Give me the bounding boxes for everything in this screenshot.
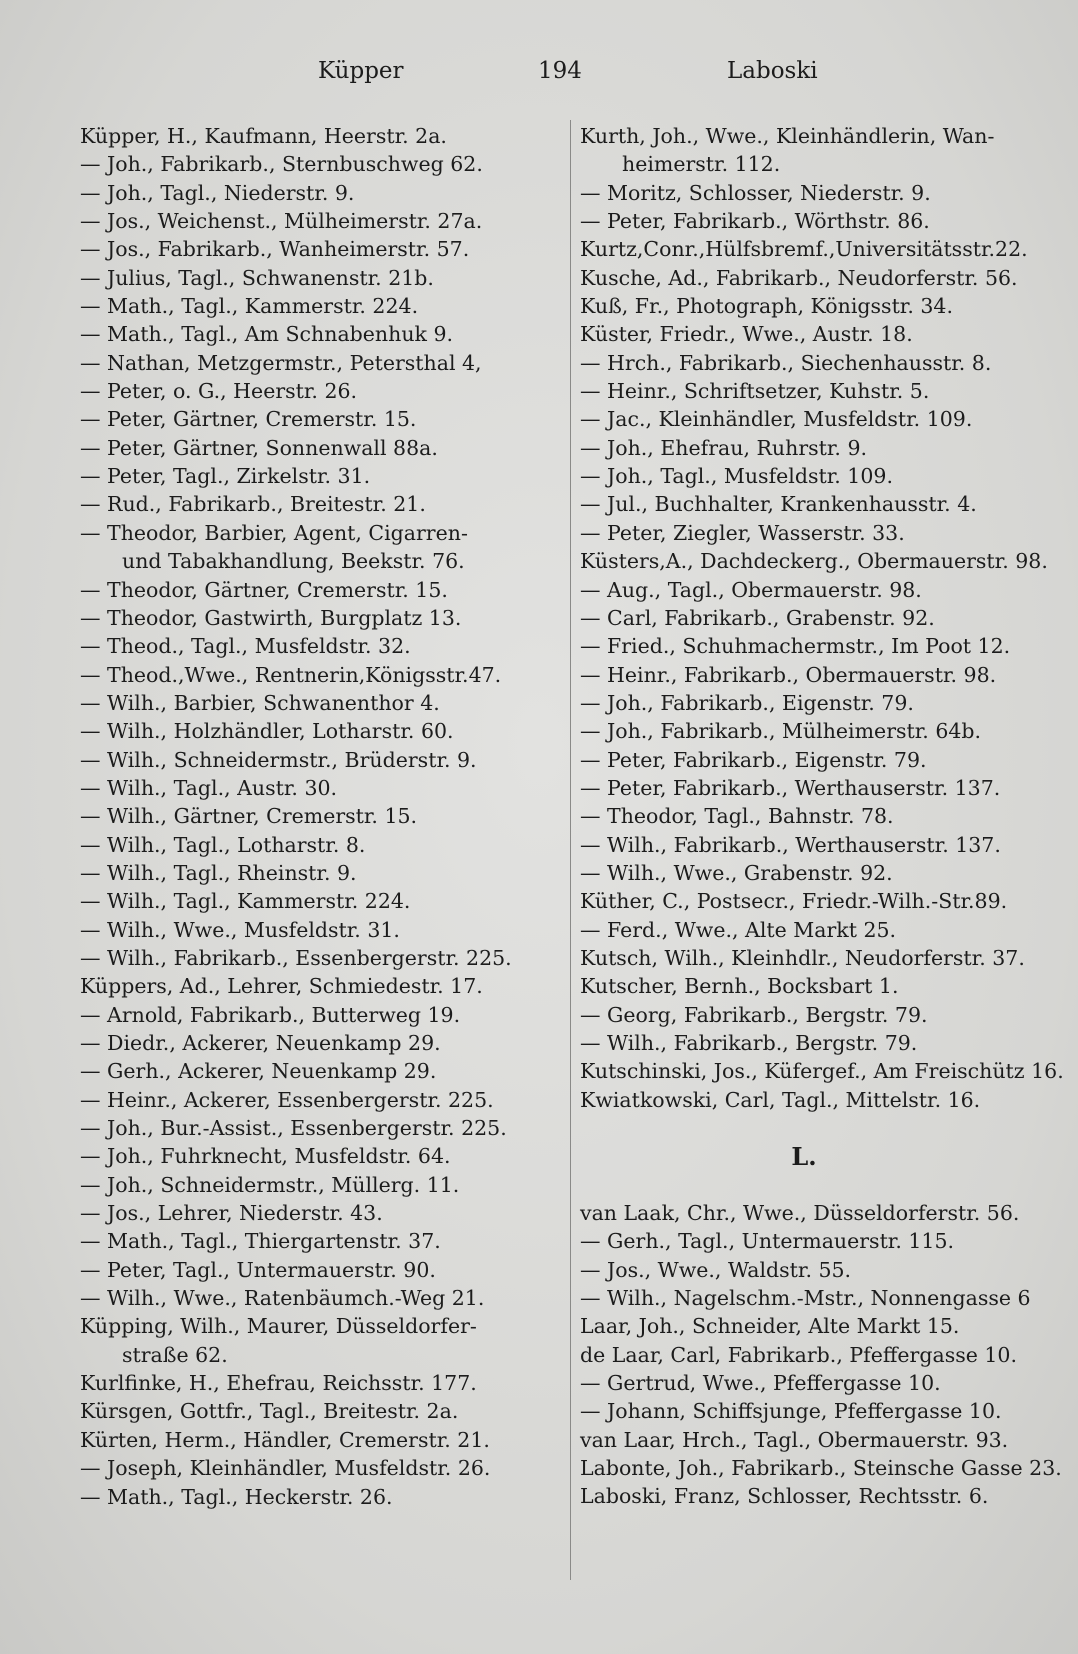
- directory-entry: Kusche, Ad., Fabrikarb., Neudorferstr. 56.: [580, 265, 1018, 290]
- directory-entry: Kurlfinke, H., Ehefrau, Reichsstr. 177.: [80, 1371, 477, 1396]
- directory-entry: — Math., Tagl., Thiergartenstr. 37.: [80, 1229, 441, 1254]
- directory-entry: Laboski, Franz, Schlosser, Rechtsstr. 6.: [580, 1484, 989, 1509]
- directory-entry: — Jos., Wwe., Waldstr. 55.: [580, 1257, 852, 1282]
- directory-entry: — Wilh., Fabrikarb., Werthauserstr. 137.: [580, 832, 1001, 857]
- directory-entry: — Heinr., Schriftsetzer, Kuhstr. 5.: [580, 379, 930, 404]
- directory-entry: — Peter, Fabrikarb., Werthauserstr. 137.: [580, 775, 1001, 800]
- directory-entry: — Ferd., Wwe., Alte Markt 25.: [580, 917, 897, 942]
- section-letter: L.: [791, 1142, 817, 1172]
- directory-entry: — Julius, Tagl., Schwanenstr. 21b.: [80, 265, 434, 290]
- directory-entry: — Jos., Lehrer, Niederstr. 43.: [80, 1201, 383, 1226]
- directory-entry: — Wilh., Wwe., Grabenstr. 92.: [580, 860, 893, 885]
- directory-entry: Küpping, Wilh., Maurer, Düsseldorfer-: [80, 1314, 477, 1339]
- directory-entry: Kutschinski, Jos., Küfergef., Am Freischütz 16.: [580, 1059, 1064, 1084]
- directory-entry: — Joh., Bur.-Assist., Essenbergerstr. 225.: [80, 1116, 507, 1141]
- directory-entry: — Peter, o. G., Heerstr. 26.: [80, 379, 358, 404]
- directory-entry: de Laar, Carl, Fabrikarb., Pfeffergasse 10.: [580, 1342, 1017, 1367]
- directory-entry: Küster, Friedr., Wwe., Austr. 18.: [580, 322, 913, 347]
- directory-entry: Küpper, H., Kaufmann, Heerstr. 2a.: [80, 124, 447, 148]
- directory-entry: van Laar, Hrch., Tagl., Obermauerstr. 93.: [580, 1427, 1009, 1452]
- directory-entry: — Wilh., Wwe., Musfeldstr. 31.: [80, 917, 400, 942]
- directory-entry: — Johann, Schiffsjunge, Pfeffergasse 10.: [580, 1399, 1002, 1424]
- directory-entry: straße 62.: [122, 1342, 228, 1367]
- directory-entry: — Wilh., Tagl., Lotharstr. 8.: [80, 832, 366, 857]
- directory-entry: — Arnold, Fabrikarb., Butterweg 19.: [80, 1002, 461, 1027]
- column-divider: [570, 120, 571, 1580]
- directory-entry: Kürten, Herm., Händler, Cremerstr. 21.: [80, 1427, 490, 1452]
- directory-entry: — Wilh., Fabrikarb., Bergstr. 79.: [580, 1031, 918, 1055]
- directory-entry: — Jac., Kleinhändler, Musfeldstr. 109.: [580, 407, 973, 432]
- directory-entry: — Hrch., Fabrikarb., Siechenhausstr. 8.: [580, 350, 992, 375]
- right-column-l-entries: [580, 1199, 1062, 1511]
- directory-entry: — Wilh., Schneidermstr., Brüderstr. 9.: [80, 747, 477, 772]
- directory-entry: — Gerh., Tagl., Untermauerstr. 115.: [580, 1229, 955, 1254]
- directory-entry: — Wilh., Holzhändler, Lotharstr. 60.: [80, 719, 454, 744]
- directory-entry: Kwiatkowski, Carl, Tagl., Mittelstr. 16.: [580, 1087, 981, 1112]
- directory-entry: — Wilh., Tagl., Kammerstr. 224.: [80, 889, 411, 914]
- directory-entry: van Laak, Chr., Wwe., Düsseldorferstr. 56.: [580, 1201, 1020, 1226]
- directory-entry: — Joh., Fuhrknecht, Musfeldstr. 64.: [80, 1144, 451, 1169]
- directory-entry: — Jos., Fabrikarb., Wanheimerstr. 57.: [80, 237, 470, 262]
- directory-entry: — Wilh., Fabrikarb., Essenbergerstr. 225.: [80, 945, 512, 970]
- directory-entry: — Theod.,Wwe., Rentnerin,Königsstr.47.: [80, 662, 502, 687]
- directory-entry: — Joh., Fabrikarb., Eigenstr. 79.: [580, 690, 914, 715]
- directory-entry: Küppers, Ad., Lehrer, Schmiedestr. 17.: [80, 974, 483, 999]
- directory-entry: — Georg, Fabrikarb., Bergstr. 79.: [580, 1002, 928, 1027]
- directory-entry: — Diedr., Ackerer, Neuenkamp 29.: [80, 1031, 441, 1055]
- directory-entry: Kutscher, Bernh., Bocksbart 1.: [580, 974, 899, 999]
- directory-entry: — Theodor, Gärtner, Cremerstr. 15.: [80, 577, 448, 602]
- directory-entry: Kurtz,Conr.,Hülfsbremf.,Universitätsstr.22.: [580, 237, 1028, 262]
- directory-entry: — Peter, Fabrikarb., Eigenstr. 79.: [580, 747, 927, 772]
- directory-entry: — Peter, Tagl., Zirkelstr. 31.: [80, 464, 371, 489]
- page-number: 194: [538, 58, 582, 84]
- directory-entry: — Rud., Fabrikarb., Breitestr. 21.: [80, 492, 426, 517]
- directory-entry: — Wilh., Tagl., Austr. 30.: [80, 775, 338, 800]
- directory-entry: — Jul., Buchhalter, Krankenhausstr. 4.: [580, 492, 977, 517]
- directory-entry: — Peter, Fabrikarb., Wörthstr. 86.: [580, 209, 930, 234]
- directory-entry: — Moritz, Schlosser, Niederstr. 9.: [580, 180, 931, 205]
- directory-entry: — Carl, Fabrikarb., Grabenstr. 92.: [580, 605, 935, 630]
- directory-entry: — Nathan, Metzgermstr., Petersthal 4,: [80, 350, 482, 375]
- directory-entry: — Peter, Tagl., Untermauerstr. 90.: [80, 1257, 436, 1282]
- directory-entry: heimerstr. 112.: [622, 152, 781, 177]
- directory-entry: — Peter, Ziegler, Wasserstr. 33.: [580, 520, 905, 545]
- directory-entry: — Joh., Tagl., Musfeldstr. 109.: [580, 464, 893, 489]
- left-column: [80, 122, 558, 1511]
- directory-entry: — Joh., Fabrikarb., Mülheimerstr. 64b.: [580, 719, 982, 744]
- page-header: [0, 58, 1078, 98]
- right-column-k-entries: [580, 122, 1064, 1114]
- directory-entry: — Gerh., Ackerer, Neuenkamp 29.: [80, 1059, 437, 1084]
- directory-entry: Kürsgen, Gottfr., Tagl., Breitestr. 2a.: [80, 1399, 459, 1424]
- directory-entry: — Wilh., Tagl., Rheinstr. 9.: [80, 860, 357, 885]
- directory-entry: — Joh., Ehefrau, Ruhrstr. 9.: [580, 435, 868, 460]
- directory-entry: Labonte, Joh., Fabrikarb., Steinsche Gasse 23.: [580, 1456, 1062, 1481]
- directory-entry: — Joh., Fabrikarb., Sternbuschweg 62.: [80, 152, 483, 177]
- directory-entry: — Theod., Tagl., Musfeldstr. 32.: [80, 634, 411, 659]
- header-last-entry: Laboski: [727, 58, 818, 84]
- directory-entry: Laar, Joh., Schneider, Alte Markt 15.: [580, 1314, 960, 1339]
- directory-entry: — Joh., Schneidermstr., Müllerg. 11.: [80, 1172, 460, 1197]
- directory-entry: Kutsch, Wilh., Kleinhdlr., Neudorferstr. 37.: [580, 945, 1025, 970]
- directory-entry: — Peter, Gärtner, Cremerstr. 15.: [80, 407, 417, 432]
- directory-entry: — Joseph, Kleinhändler, Musfeldstr. 26.: [80, 1456, 491, 1481]
- directory-entry: — Math., Tagl., Kammerstr. 224.: [80, 294, 419, 319]
- directory-entry: — Math., Tagl., Am Schnabenhuk 9.: [80, 322, 454, 347]
- directory-entry: Küsters,A., Dachdeckerg., Obermauerstr. 98.: [580, 549, 1048, 574]
- directory-entry: — Math., Tagl., Heckerstr. 26.: [80, 1484, 393, 1509]
- right-column: [580, 122, 1064, 1511]
- header-first-entry: Küpper: [318, 58, 404, 84]
- directory-entry: — Fried., Schuhmachermstr., Im Poot 12.: [580, 634, 1011, 659]
- directory-entry: Kurth, Joh., Wwe., Kleinhändlerin, Wan-: [580, 124, 995, 148]
- directory-entry: Kuß, Fr., Photograph, Königsstr. 34.: [580, 294, 953, 319]
- directory-entry: — Peter, Gärtner, Sonnenwall 88a.: [80, 435, 438, 460]
- directory-entry: — Theodor, Gastwirth, Burgplatz 13.: [80, 605, 462, 630]
- directory-entry: — Gertrud, Wwe., Pfeffergasse 10.: [580, 1371, 941, 1396]
- directory-entry: — Heinr., Ackerer, Essenbergerstr. 225.: [80, 1087, 494, 1112]
- directory-entry: — Jos., Weichenst., Mülheimerstr. 27a.: [80, 209, 483, 234]
- directory-entry: — Wilh., Barbier, Schwanenthor 4.: [80, 690, 440, 715]
- directory-entry: und Tabakhandlung, Beekstr. 76.: [122, 549, 465, 574]
- directory-entry: — Joh., Tagl., Niederstr. 9.: [80, 180, 355, 205]
- directory-entry: — Heinr., Fabrikarb., Obermauerstr. 98.: [580, 662, 997, 687]
- directory-entry: — Wilh., Nagelschm.-Mstr., Nonnengasse 6: [580, 1286, 1031, 1311]
- directory-entry: — Wilh., Gärtner, Cremerstr. 15.: [80, 804, 418, 829]
- directory-entry: — Wilh., Wwe., Ratenbäumch.-Weg 21.: [80, 1286, 485, 1311]
- directory-entry: — Theodor, Tagl., Bahnstr. 78.: [580, 804, 894, 829]
- directory-entry: Küther, C., Postsecr., Friedr.-Wilh.-Str.89.: [580, 889, 1008, 914]
- directory-entry: — Theodor, Barbier, Agent, Cigarren-: [80, 520, 468, 545]
- directory-entry: — Aug., Tagl., Obermauerstr. 98.: [580, 577, 922, 602]
